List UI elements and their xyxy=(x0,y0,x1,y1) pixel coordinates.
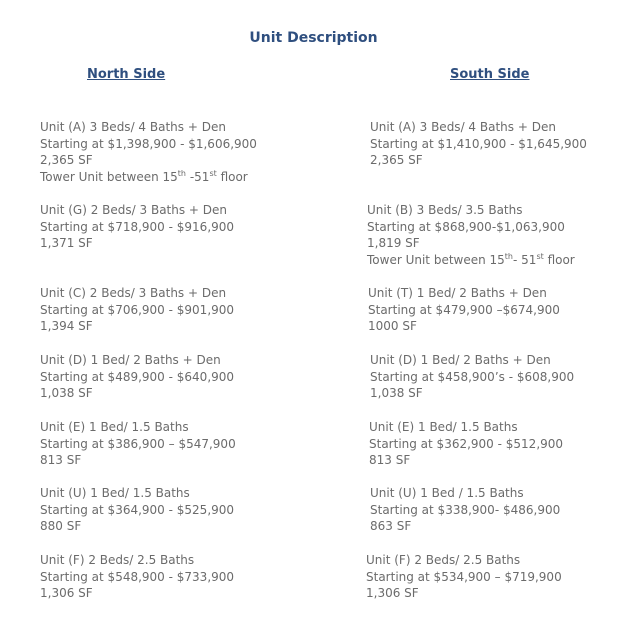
unit-price: Starting at $1,410,900 - $1,645,900 xyxy=(370,136,587,151)
north-unit-d xyxy=(40,352,234,402)
south-side-heading: South Side xyxy=(450,67,530,82)
unit-price: Starting at $548,900 - $733,900 xyxy=(40,569,235,584)
unit-size: 813 SF xyxy=(369,453,411,467)
south-unit-e xyxy=(369,419,563,469)
unit-price: Starting at $718,900 - $916,900 xyxy=(40,219,235,234)
unit-size: 2,365 SF xyxy=(40,153,93,167)
unit-size: 1,394 SF xyxy=(40,319,93,333)
unit-size: 2,365 SF xyxy=(370,153,423,167)
unit-size: 1000 SF xyxy=(368,319,417,333)
unit-name: Unit (F) 2 Beds/ 2.5 Baths xyxy=(366,553,521,567)
unit-price: Starting at $868,900-$1,063,900 xyxy=(367,219,565,234)
unit-name: Unit (G) 2 Beds/ 3 Baths + Den xyxy=(40,203,228,217)
unit-price: Starting at $479,900 –$674,900 xyxy=(368,302,560,317)
unit-name: Unit (A) 3 Beds/ 4 Baths + Den xyxy=(370,120,556,134)
unit-price: Starting at $706,900 - $901,900 xyxy=(40,302,235,317)
north-unit-f xyxy=(40,552,234,602)
unit-name: Unit (U) 1 Bed/ 1.5 Baths xyxy=(40,486,190,500)
south-unit-t xyxy=(368,285,560,335)
unit-price: Starting at $534,900 – $719,900 xyxy=(366,569,562,584)
north-unit-a xyxy=(40,119,257,185)
unit-name: Unit (A) 3 Beds/ 4 Baths + Den xyxy=(40,120,226,134)
unit-name: Unit (B) 3 Beds/ 3.5 Baths xyxy=(367,203,523,217)
north-unit-e xyxy=(40,419,236,469)
unit-price: Starting at $1,398,900 - $1,606,900 xyxy=(40,136,257,151)
unit-name: Unit (E) 1 Bed/ 1.5 Baths xyxy=(40,420,189,434)
south-unit-u xyxy=(370,485,560,535)
unit-name: Unit (D) 1 Bed/ 2 Baths + Den xyxy=(40,353,221,367)
south-unit-a xyxy=(370,119,587,169)
unit-size: 813 SF xyxy=(40,453,82,467)
unit-size: 1,371 SF xyxy=(40,236,93,250)
unit-size: 1,306 SF xyxy=(40,586,93,600)
unit-note: Tower Unit between 15th- 51st floor xyxy=(367,251,575,267)
unit-size: 1,306 SF xyxy=(366,586,419,600)
unit-note: Tower Unit between 15th -51st floor xyxy=(40,168,248,184)
north-unit-g xyxy=(40,202,234,252)
page-title: Unit Description xyxy=(249,30,378,46)
north-unit-u xyxy=(40,485,234,535)
unit-name: Unit (F) 2 Beds/ 2.5 Baths xyxy=(40,553,195,567)
unit-size: 1,038 SF xyxy=(40,386,93,400)
unit-price: Starting at $364,900 - $525,900 xyxy=(40,502,235,517)
unit-name: Unit (C) 2 Beds/ 3 Baths + Den xyxy=(40,286,227,300)
south-unit-b xyxy=(367,202,575,268)
north-unit-c xyxy=(40,285,234,335)
unit-name: Unit (D) 1 Bed/ 2 Baths + Den xyxy=(370,353,551,367)
unit-size: 1,038 SF xyxy=(370,386,423,400)
unit-size: 880 SF xyxy=(40,519,82,533)
unit-price: Starting at $338,900- $486,900 xyxy=(370,502,561,517)
unit-size: 863 SF xyxy=(370,519,412,533)
unit-price: Starting at $458,900’s - $608,900 xyxy=(370,369,575,384)
south-unit-f xyxy=(366,552,562,602)
unit-size: 1,819 SF xyxy=(367,236,420,250)
north-side-heading: North Side xyxy=(87,67,166,82)
south-unit-d xyxy=(370,352,574,402)
unit-name: Unit (U) 1 Bed / 1.5 Baths xyxy=(370,486,524,500)
unit-name: Unit (E) 1 Bed/ 1.5 Baths xyxy=(369,420,518,434)
unit-price: Starting at $362,900 - $512,900 xyxy=(369,436,564,451)
unit-price: Starting at $489,900 - $640,900 xyxy=(40,369,235,384)
unit-price: Starting at $386,900 – $547,900 xyxy=(40,436,236,451)
unit-name: Unit (T) 1 Bed/ 2 Baths + Den xyxy=(368,286,547,300)
